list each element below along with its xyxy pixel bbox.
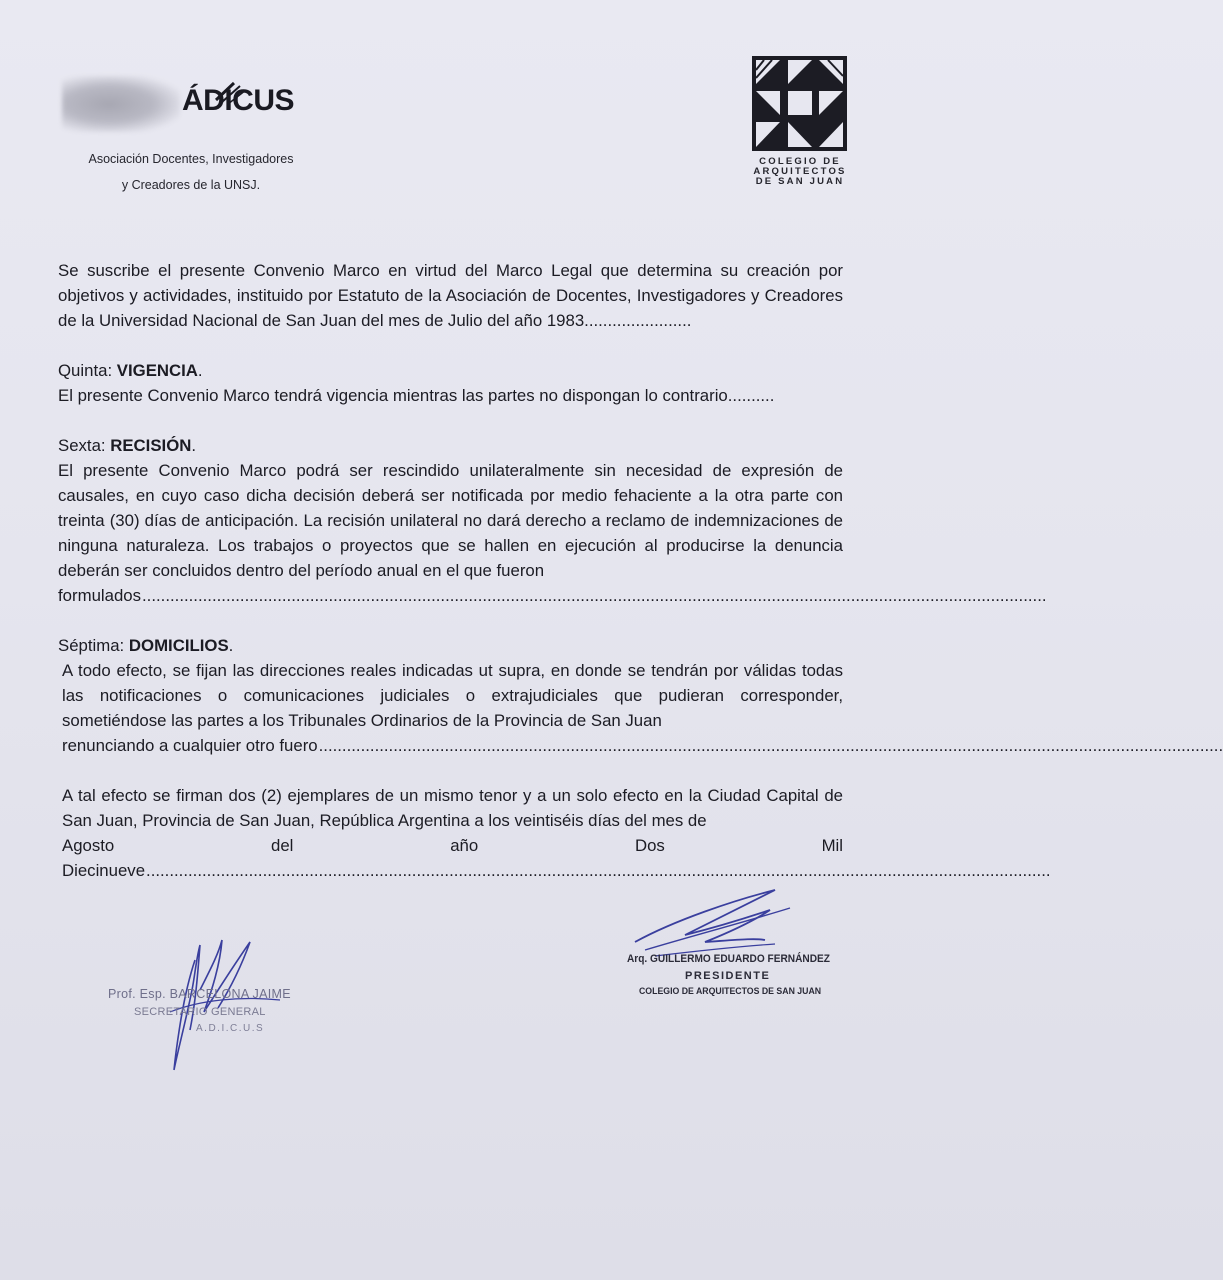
quinta-label: Quinta: (58, 361, 117, 380)
quinta-title: VIGENCIA (116, 361, 198, 380)
date-word: año (450, 836, 479, 855)
septima-heading (58, 633, 843, 658)
adicus-subtitle-line1: Asociación Docentes, Investigadores (88, 152, 294, 166)
college-line2: ARQUITECTOS (753, 166, 847, 177)
sexta-last-word: formulados (58, 586, 142, 605)
sexta-title: RECISIÓN (110, 436, 192, 455)
right-signer-org: COLEGIO DE ARQUITECTOS DE SAN JUAN (639, 986, 822, 997)
dotted-filler: .................................................................................................................................................................................................. (142, 586, 1047, 605)
date-word: del (271, 836, 294, 855)
septima-final-line (62, 733, 1223, 758)
adicus-subtitle (60, 146, 322, 198)
dotted-filler: .................................................................................................................................................................................................. (318, 736, 1223, 755)
adicus-subtitle-line2: y Creadores de la UNSJ. (121, 178, 261, 192)
sexta-paragraph: El presente Convenio Marco podrá ser rescindido unilateralmente sin necesidad de expresión de causales, en cuyo caso dicha decisión deberá ser notificada por medio fehaciente a la otra parte con treinta (30) días de anticipación. La recisión unilateral no dará derecho a reclamo de indemnizaciones de ninguna naturaleza. Los trabajos o proyectos que se hallen en ejecución al producirse la denuncia deberán ser concluidos dentro del período anual en el que fueron (58, 461, 843, 580)
colegio-arquitectos-name (748, 157, 852, 187)
sexta-final-line (58, 583, 1047, 608)
colegio-arquitectos-logo (752, 56, 847, 151)
quinta-paragraph: El presente Convenio Marco tendrá vigencia mientras las partes no dispongan lo contrario.......... (58, 386, 775, 405)
septima-last-words: renunciando a cualquier otro fuero (62, 736, 318, 755)
signature-block-left (100, 930, 340, 1080)
left-signer-org: A.D.I.C.U.S (196, 1023, 265, 1034)
right-signer-name: Arq. GUILLERMO EDUARDO FERNÁNDEZ (627, 953, 830, 965)
adicus-logo (62, 72, 312, 136)
college-line1: COLEGIO DE (759, 156, 841, 167)
sexta-label: Sexta: (58, 436, 111, 455)
quinta-heading (58, 358, 843, 383)
signature-block-right (615, 880, 855, 1010)
date-word: Mil (821, 836, 843, 855)
dotted-filler: .................................................................................................................................................................................................. (146, 861, 1051, 880)
septima-title: DOMICILIOS (128, 636, 229, 655)
quinta-title-end: . (197, 361, 203, 380)
date-word: Agosto (62, 836, 115, 855)
closing-last-word: Diecinueve (62, 861, 146, 880)
septima-paragraph: A todo efecto, se fijan las direcciones reales indicadas ut supra, en donde se tendrán por válidas todas las notificaciones o comunicaciones judiciales o extrajudiciales que pudieran corresponder, sometiéndose las partes a los Tribunales Ordinarios de la Provincia de San Juan (62, 661, 843, 730)
adicus-logo-image (62, 76, 180, 132)
septima-label: Séptima: (58, 636, 129, 655)
college-line3: DE SAN JUAN (755, 176, 845, 187)
closing-paragraph: A tal efecto se firman dos (2) ejemplares de un mismo tenor y a un solo efecto en la Ciudad Capital de San Juan, Provincia de San Juan, República Argentina a los veintiséis días del mes de (62, 786, 843, 830)
left-signer-name: Prof. Esp. BARCELONA JAIME (108, 987, 291, 1001)
sexta-title-end: . (191, 436, 197, 455)
closing-date-line (62, 833, 843, 858)
document-body (58, 258, 1223, 883)
septima-title-end: . (228, 636, 234, 655)
intro-paragraph: Se suscribe el presente Convenio Marco en virtud del Marco Legal que determina su creación por objetivos y actividades, instituido por Estatuto de la Asociación de Docentes, Investigadores y Creadores de la Universidad Nacional de San Juan del mes de Julio del año 1983....................... (58, 261, 843, 330)
left-signer-role: SECRETARIO GENERAL (134, 1006, 266, 1018)
date-word: Dos (634, 836, 665, 855)
right-signer-role: PRESIDENTE (685, 970, 771, 982)
handwritten-signature-left (100, 930, 340, 1080)
adicus-name: ÁDICUS (182, 84, 295, 117)
sexta-heading (58, 433, 843, 458)
